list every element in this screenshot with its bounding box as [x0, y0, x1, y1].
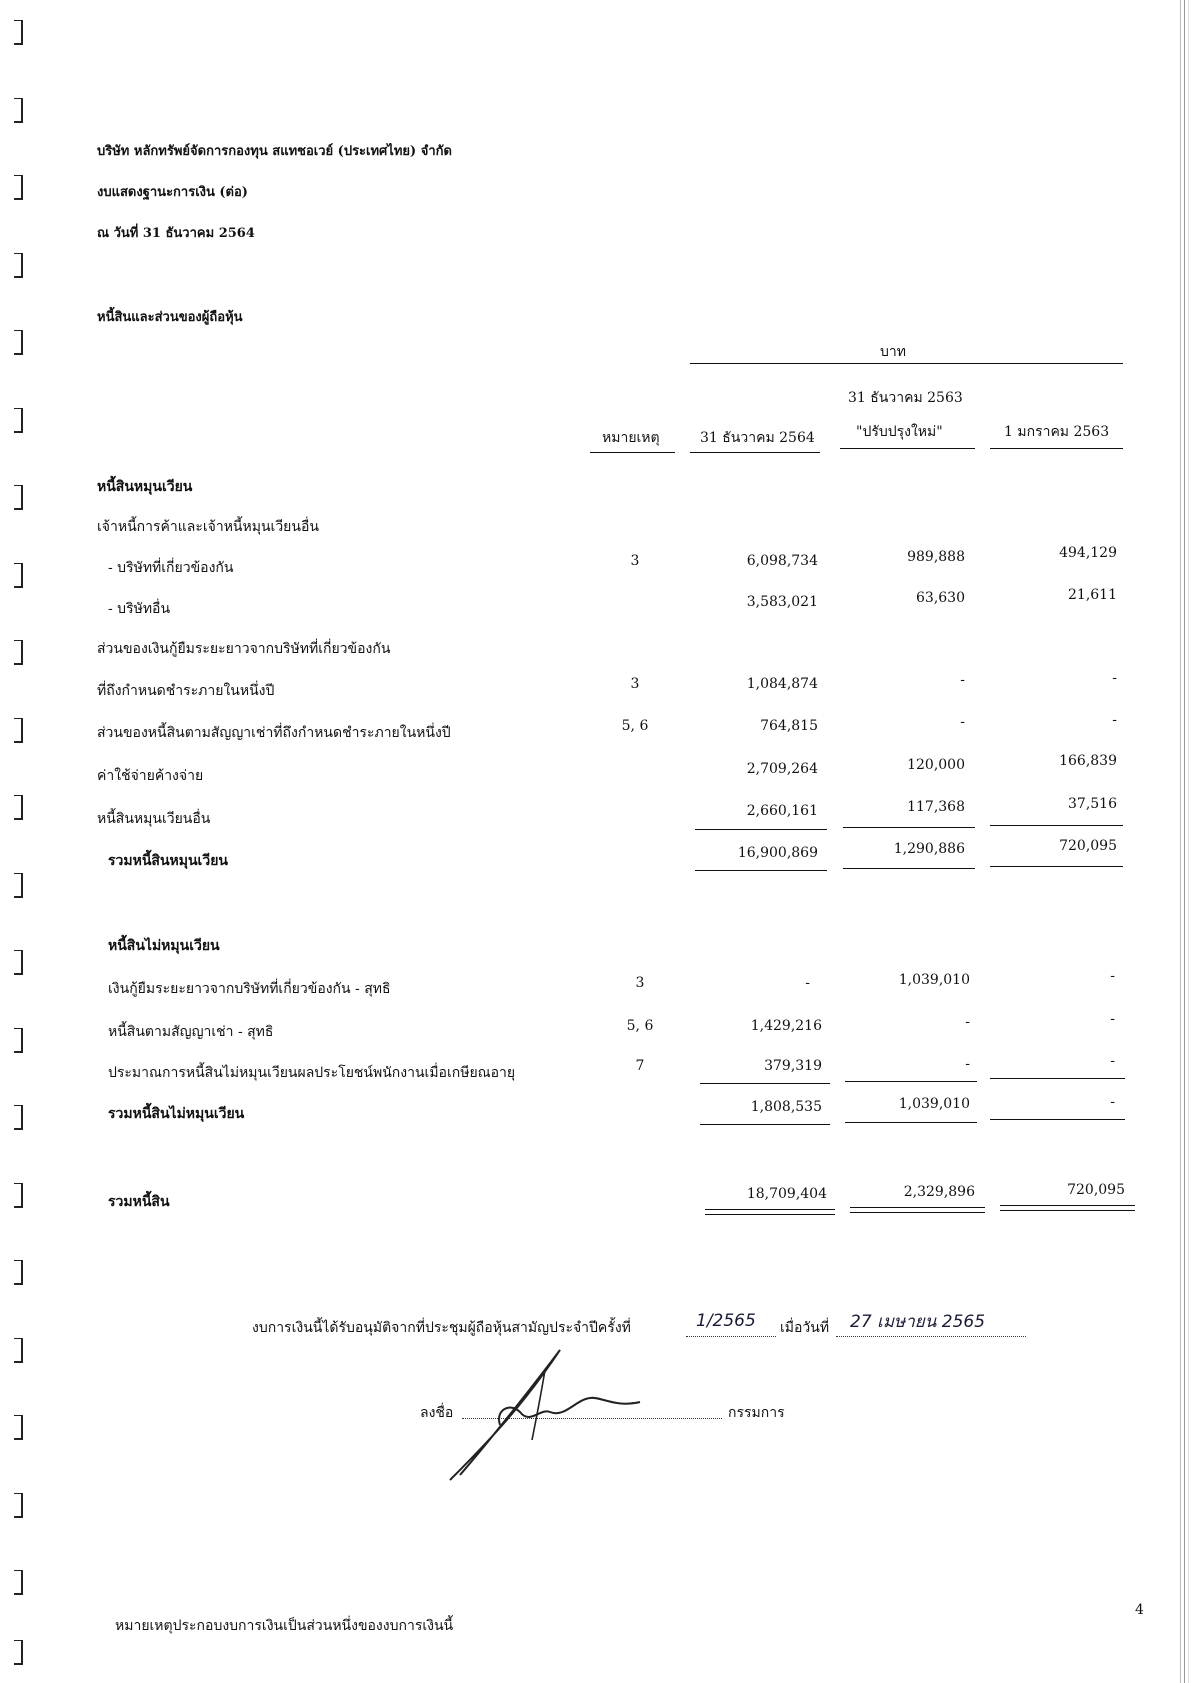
row-value-col2: 120,000	[907, 757, 965, 773]
row-label: หนี้สินตามสัญญาเช่า - สุทธิ	[108, 1024, 274, 1040]
row-note: 3	[635, 975, 645, 991]
row-note: 3	[630, 676, 640, 692]
row-value-col2: -	[965, 1056, 970, 1072]
row-label: ส่วนของหนี้สินตามสัญญาเช่าที่ถึงกำหนดชำระภายในหนึ่งปี	[97, 725, 451, 741]
note-header: หมายเหตุ	[602, 430, 660, 446]
total-rule-col3	[990, 866, 1123, 867]
row-note: 5, 6	[621, 718, 649, 734]
trade-payables-heading: เจ้าหนี้การค้าและเจ้าหนี้หมุนเวียนอื่น	[97, 519, 319, 535]
meeting-no-line	[686, 1336, 776, 1337]
row-value-col1: 3,583,021	[746, 594, 818, 610]
row-value-col3: -	[1112, 670, 1117, 686]
col3-header-rule	[990, 448, 1123, 449]
signature-prefix: ลงชื่อ	[420, 1405, 454, 1421]
current-total-col3: 720,095	[1059, 838, 1117, 854]
grand-total-col2: 2,329,896	[903, 1184, 975, 1200]
approval-date-line	[836, 1336, 1026, 1337]
row-note: 7	[635, 1058, 645, 1074]
signature-image	[440, 1330, 660, 1490]
row-value-col1: 6,098,734	[746, 553, 818, 569]
row-value-col2: 989,888	[907, 549, 965, 565]
col2-header-rule	[840, 448, 975, 449]
row-value-col2: -	[960, 672, 965, 688]
grand-total-double-rule-col1	[705, 1214, 835, 1215]
total-rule-col3	[990, 1119, 1125, 1120]
grand-total-double-rule-col2	[850, 1212, 985, 1213]
subtotal-rule-col1	[695, 829, 827, 830]
grand-total-rule-col3	[1000, 1205, 1135, 1206]
row-value-col3: -	[1110, 1011, 1115, 1027]
total-rule-col1	[700, 1124, 830, 1125]
grand-total-rule-col2	[850, 1207, 985, 1208]
row-value-col3: 494,129	[1059, 545, 1117, 561]
row-note: 3	[630, 553, 640, 569]
row-value-col2: -	[960, 714, 965, 730]
scan-edge	[1176, 0, 1192, 1683]
col2-header-line1: 31 ธันวาคม 2563	[848, 390, 963, 406]
current-total-col1: 16,900,869	[737, 845, 818, 861]
row-value-col2: 117,368	[907, 799, 965, 815]
subtotal-rule-col2	[843, 827, 975, 828]
row-value-col1: 2,709,264	[746, 761, 818, 777]
noncurrent-total-col2: 1,039,010	[898, 1096, 970, 1112]
noncurrent-total-col1: 1,808,535	[750, 1099, 822, 1115]
row-label: ส่วนของเงินกู้ยืมระยะยาวจากบริษัทที่เกี่ยวข้องกัน	[97, 641, 391, 657]
row-value-col2: 1,039,010	[898, 972, 970, 988]
row-label: เงินกู้ยืมระยะยาวจากบริษัทที่เกี่ยวข้องกัน - สุทธิ	[108, 981, 391, 997]
statement-date: ณ วันที่ 31 ธันวาคม 2564	[97, 226, 255, 241]
grand-total-label: รวมหนี้สิน	[108, 1194, 170, 1210]
footer-note: หมายเหตุประกอบงบการเงินเป็นส่วนหนึ่งของงบการเงินนี้	[115, 1618, 454, 1634]
noncurrent-total-col3: -	[1110, 1094, 1115, 1110]
approval-meeting-number: 1/2565	[696, 1311, 756, 1331]
company-name: บริษัท หลักทรัพย์จัดการกองทุน สแทชอเวย์ (ประเทศไทย) จำกัด	[97, 144, 452, 159]
row-value-col1: 764,815	[760, 718, 818, 734]
statement-title: งบแสดงฐานะการเงิน (ต่อ)	[97, 185, 248, 200]
row-value-col1: 2,660,161	[746, 803, 818, 819]
col1-header: 31 ธันวาคม 2564	[700, 430, 815, 446]
noncurrent-total-label: รวมหนี้สินไม่หมุนเวียน	[108, 1106, 245, 1122]
row-value-col2: -	[965, 1014, 970, 1030]
currency-header: บาท	[880, 344, 906, 360]
row-value-col3: -	[1110, 1053, 1115, 1069]
col1-header-rule	[690, 452, 820, 453]
total-rule-col2	[843, 868, 975, 869]
current-total-col2: 1,290,886	[893, 841, 965, 857]
row-value-col2: 63,630	[916, 590, 965, 606]
currency-rule	[690, 363, 1123, 364]
grand-total-rule-col1	[705, 1209, 835, 1210]
subtotal-rule-col2	[845, 1081, 977, 1082]
row-value-col3: 37,516	[1068, 796, 1117, 812]
noncurrent-liabilities-heading: หนี้สินไม่หมุนเวียน	[108, 938, 220, 954]
row-value-col1: 1,429,216	[750, 1018, 822, 1034]
approval-date-prefix: เมื่อวันที่	[780, 1320, 830, 1336]
subtotal-rule-col1	[700, 1083, 830, 1084]
row-label: - บริษัทอื่น	[108, 601, 171, 617]
row-note: 5, 6	[626, 1018, 654, 1034]
row-label: หนี้สินหมุนเวียนอื่น	[97, 811, 211, 827]
grand-total-double-rule-col3	[1000, 1210, 1135, 1211]
row-label: ที่ถึงกำหนดชำระภายในหนึ่งปี	[97, 683, 275, 699]
row-label: ประมาณการหนี้สินไม่หมุนเวียนผลประโยชน์พนักงานเมื่อเกษียณอายุ	[108, 1065, 516, 1081]
col3-header: 1 มกราคม 2563	[1004, 424, 1110, 440]
row-value-col1: 1,084,874	[746, 676, 818, 692]
note-header-rule	[590, 452, 675, 453]
approval-date: 27 เมษายน 2565	[850, 1312, 986, 1332]
subtotal-rule-col3	[990, 1078, 1125, 1079]
signature-role: กรรมการ	[728, 1405, 785, 1421]
row-value-col3: 21,611	[1068, 587, 1117, 603]
row-value-col1: -	[805, 975, 810, 991]
col2-header-line2: "ปรับปรุงใหม่"	[856, 424, 943, 440]
row-value-col3: 166,839	[1059, 753, 1117, 769]
grand-total-col1: 18,709,404	[746, 1186, 827, 1202]
total-rule-col2	[845, 1122, 977, 1123]
row-value-col3: -	[1110, 968, 1115, 984]
grand-total-col3: 720,095	[1067, 1182, 1125, 1198]
row-label: ค่าใช้จ่ายค้างจ่าย	[97, 768, 204, 784]
section-title: หนี้สินและส่วนของผู้ถือหุ้น	[97, 310, 243, 325]
current-liabilities-heading: หนี้สินหมุนเวียน	[97, 479, 193, 495]
row-label: - บริษัทที่เกี่ยวข้องกัน	[108, 560, 234, 576]
current-total-label: รวมหนี้สินหมุนเวียน	[108, 853, 228, 869]
total-rule-col1	[695, 870, 827, 871]
row-value-col3: -	[1112, 712, 1117, 728]
page-number: 4	[1135, 1602, 1144, 1618]
row-value-col1: 379,319	[764, 1058, 822, 1074]
subtotal-rule-col3	[990, 825, 1123, 826]
approval-text: งบการเงินนี้ได้รับอนุมัติจากที่ประชุมผู้ถือหุ้นสามัญประจำปีครั้งที่	[252, 1320, 631, 1336]
